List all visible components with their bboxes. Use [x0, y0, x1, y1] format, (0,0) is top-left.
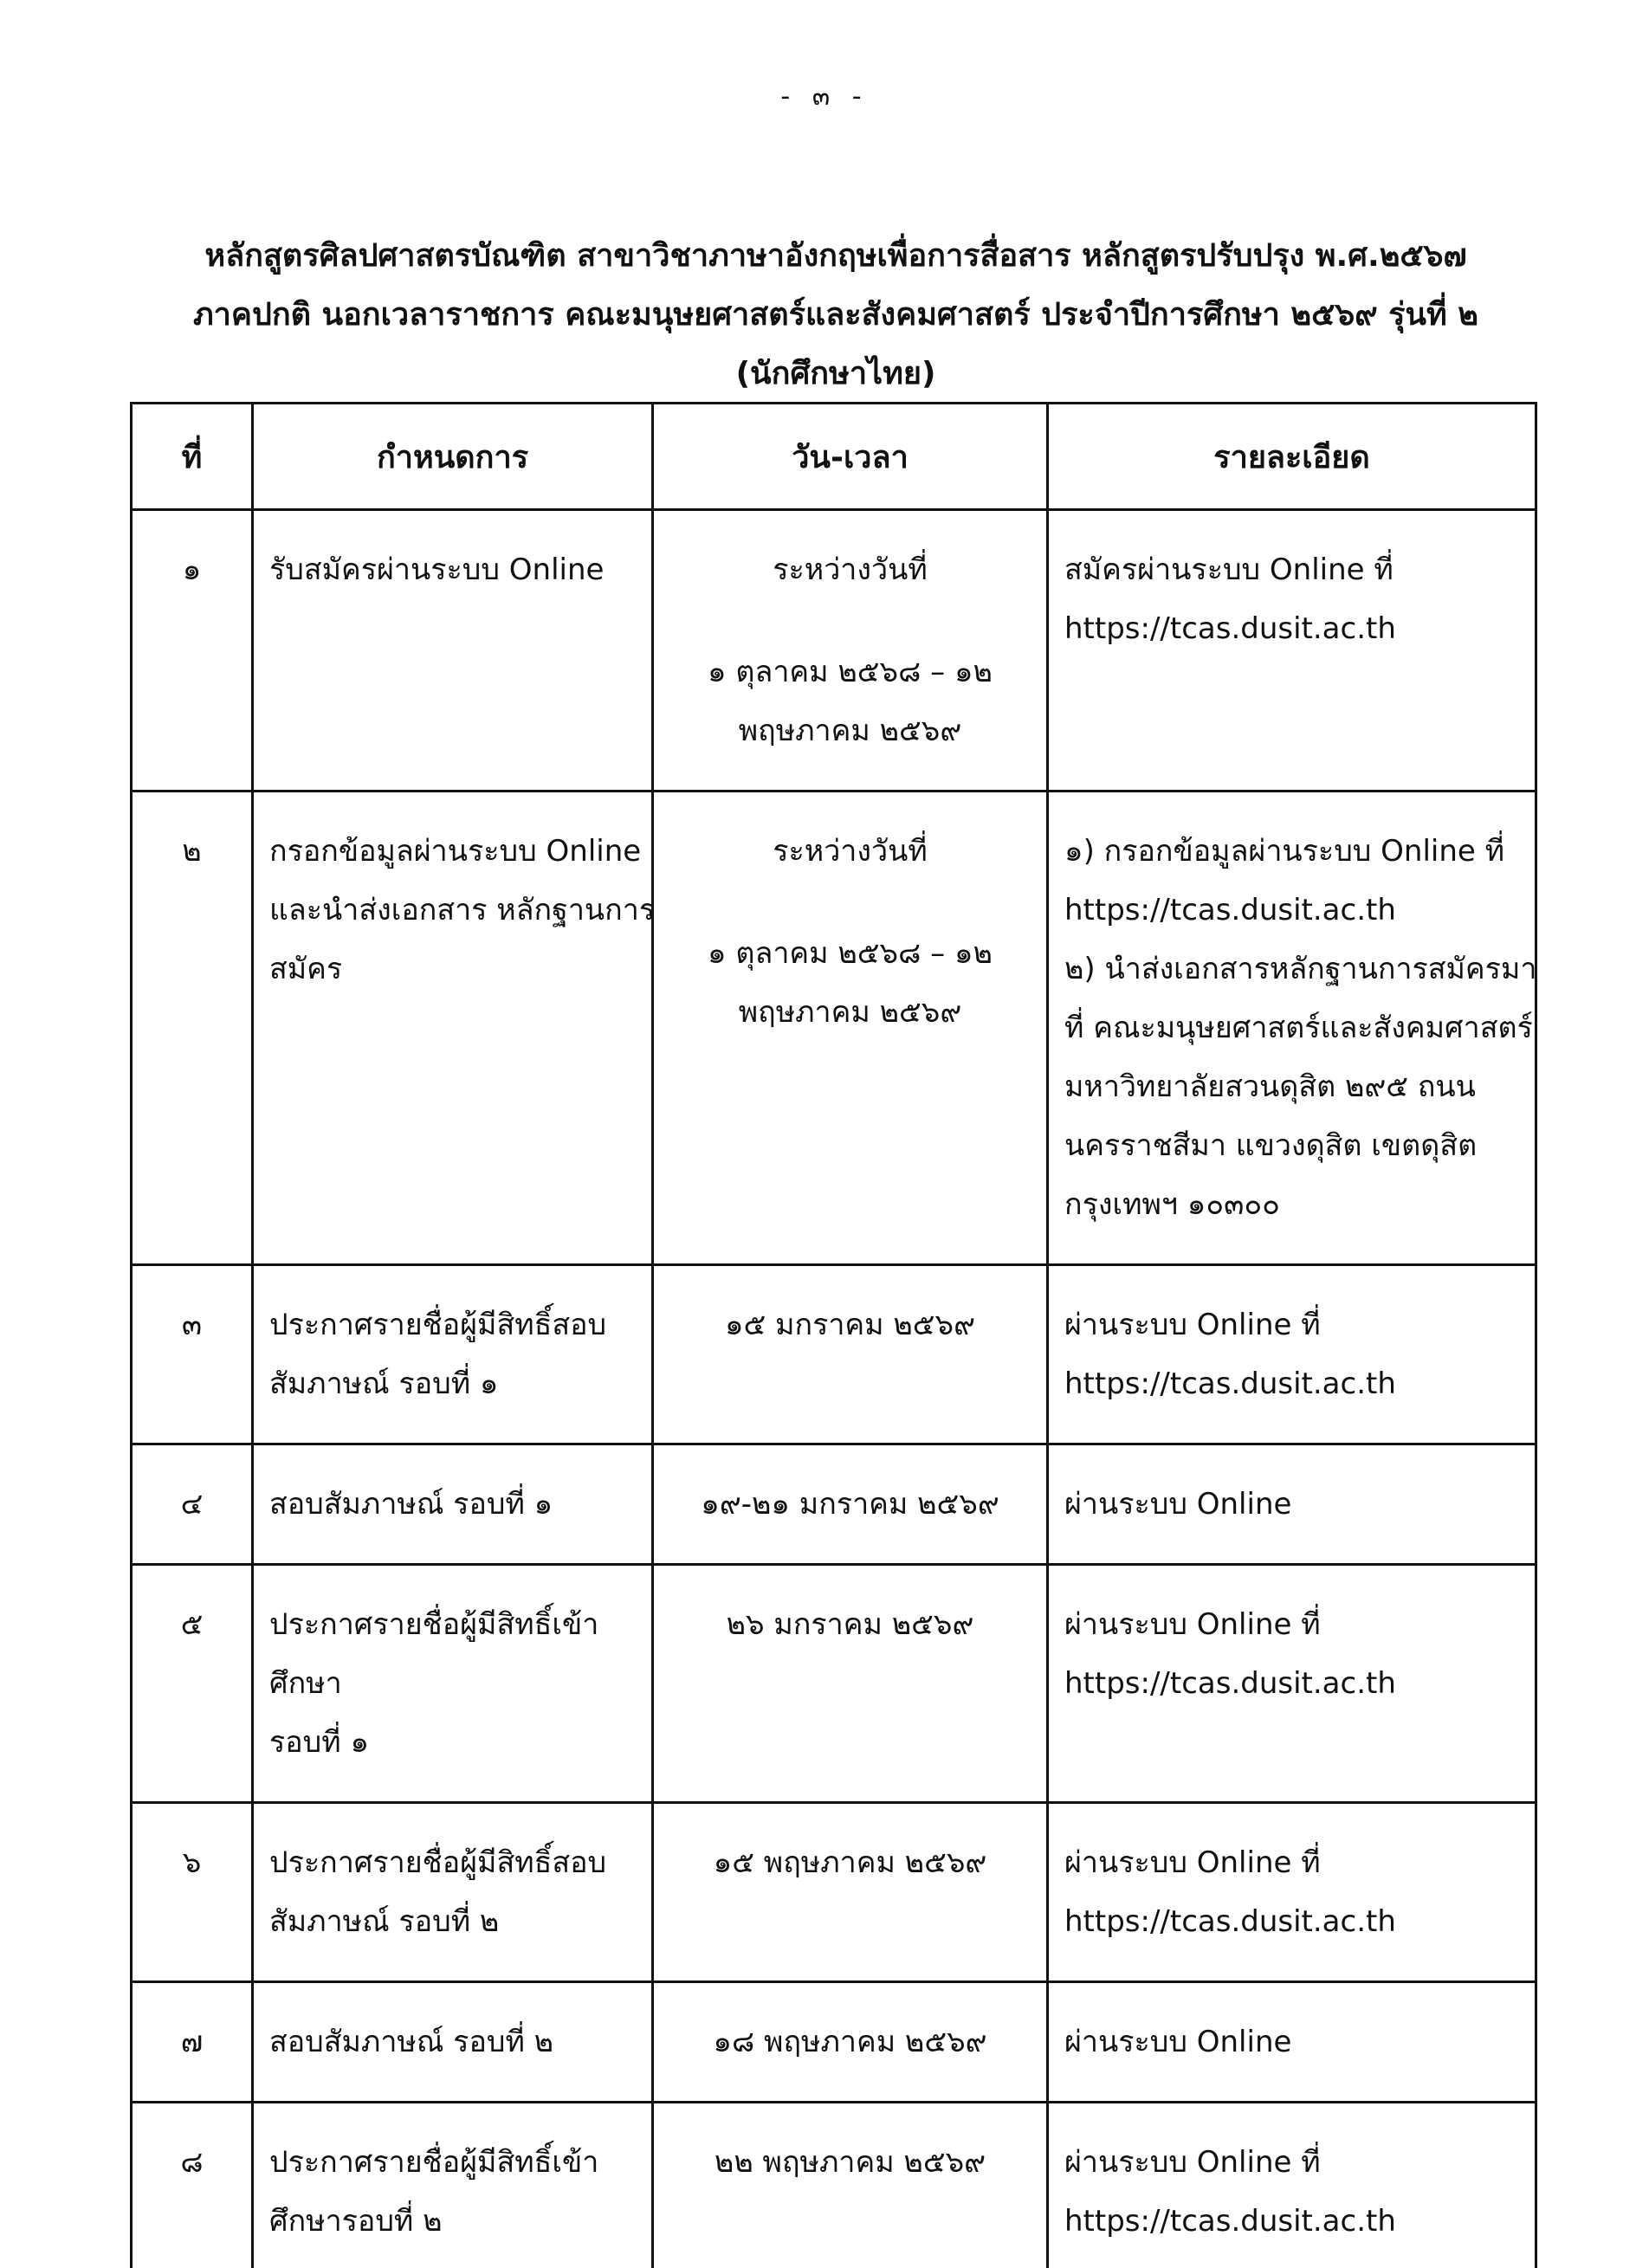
date-cell: [653, 792, 1048, 1265]
row-number: ๖: [132, 1803, 253, 1982]
date-text: พฤษภาคม ๒๕๖๙: [669, 983, 1031, 1042]
table-row: [132, 792, 1536, 1265]
row-number: ๓: [132, 1265, 253, 1444]
schedule-text: ศึกษารอบที่ ๒: [269, 2192, 636, 2251]
row-number: ๘: [132, 2103, 253, 2268]
title-line: หลักสูตรศิลปศาสตรบัณฑิต สาขาวิชาภาษาอังกฤษเพื่อการสื่อสาร หลักสูตรปรับปรุง พ.ศ.๒๕๖๗: [130, 227, 1542, 286]
row-number: ๑: [132, 510, 253, 792]
details-cell: [1048, 1803, 1536, 1982]
details-link[interactable]: https://tcas.dusit.ac.th: [1064, 599, 1519, 658]
details-text: สมัครผ่านระบบ Online ที่: [1064, 540, 1519, 599]
header-details: รายละเอียด: [1048, 404, 1536, 510]
date-text: พฤษภาคม ๒๕๖๙: [669, 701, 1031, 760]
schedule-text: ประกาศรายชื่อผู้มีสิทธิ์สอบ: [269, 1833, 636, 1892]
details-cell: [1048, 1265, 1536, 1444]
document-title: [130, 227, 1542, 404]
table-row: [132, 1803, 1536, 1982]
title-line: ภาคปกติ นอกเวลาราชการ คณะมนุษยศาสตร์และสังคมศาสตร์ ประจำปีการศึกษา ๒๕๖๙ รุ่นที่ ๒: [130, 286, 1542, 345]
table-row: [132, 1444, 1536, 1565]
date-cell: [653, 1982, 1048, 2103]
schedule-cell: [253, 792, 653, 1265]
schedule-text: สอบสัมภาษณ์ รอบที่ ๑: [269, 1475, 636, 1534]
details-text: มหาวิทยาลัยสวนดุสิต ๒๙๕ ถนน: [1064, 1057, 1519, 1116]
details-text: ผ่านระบบ Online: [1064, 2013, 1519, 2071]
header-row: [132, 404, 1536, 510]
header-date: วัน-เวลา: [653, 404, 1048, 510]
date-text: ๒๒ พฤษภาคม ๒๕๖๙: [669, 2133, 1031, 2192]
schedule-cell: [253, 1565, 653, 1803]
date-text: ๑ ตุลาคม ๒๕๖๘ – ๑๒: [669, 643, 1031, 701]
details-link[interactable]: https://tcas.dusit.ac.th: [1064, 1654, 1519, 1713]
date-cell: [653, 1803, 1048, 1982]
table-row: [132, 1265, 1536, 1444]
date-cell: [653, 510, 1048, 792]
date-text: ๑ ตุลาคม ๒๕๖๘ – ๑๒: [669, 924, 1031, 983]
schedule-text: รับสมัครผ่านระบบ Online: [269, 540, 636, 599]
details-text: ผ่านระบบ Online ที่: [1064, 1833, 1519, 1892]
details-cell: [1048, 1444, 1536, 1565]
page-number: - ๓ -: [0, 76, 1649, 117]
date-text: ๑๙-๒๑ มกราคม ๒๕๖๙: [669, 1475, 1031, 1534]
date-text: ๒๖ มกราคม ๒๕๖๙: [669, 1595, 1031, 1654]
details-link[interactable]: https://tcas.dusit.ac.th: [1064, 2192, 1519, 2251]
date-text: ๑๕ มกราคม ๒๕๖๙: [669, 1296, 1031, 1354]
details-text: ๑) กรอกข้อมูลผ่านระบบ Online ที่: [1064, 822, 1519, 881]
date-cell: [653, 1565, 1048, 1803]
schedule-cell: [253, 510, 653, 792]
details-text: ผ่านระบบ Online: [1064, 1475, 1519, 1534]
schedule-table: [130, 402, 1537, 2268]
schedule-text: สอบสัมภาษณ์ รอบที่ ๒: [269, 2013, 636, 2071]
schedule-text: ประกาศรายชื่อผู้มีสิทธิ์เข้า: [269, 2133, 636, 2192]
details-text: นครราชสีมา แขวงดุสิต เขตดุสิต: [1064, 1116, 1519, 1175]
details-link[interactable]: https://tcas.dusit.ac.th: [1064, 881, 1519, 940]
date-cell: [653, 2103, 1048, 2268]
details-link[interactable]: https://tcas.dusit.ac.th: [1064, 1892, 1519, 1951]
details-cell: [1048, 1565, 1536, 1803]
schedule-text: ประกาศรายชื่อผู้มีสิทธิ์เข้า: [269, 1595, 636, 1654]
date-text: ๑๘ พฤษภาคม ๒๕๖๙: [669, 2013, 1031, 2071]
header-no: ที่: [132, 404, 253, 510]
row-number: ๔: [132, 1444, 253, 1565]
details-text: ผ่านระบบ Online ที่: [1064, 1296, 1519, 1354]
row-number: ๕: [132, 1565, 253, 1803]
row-number: ๒: [132, 792, 253, 1265]
date-label: ระหว่างวันที่: [669, 540, 1031, 599]
details-cell: [1048, 792, 1536, 1265]
header-schedule: กำหนดการ: [253, 404, 653, 510]
schedule-text: และนำส่งเอกสาร หลักฐานการ: [269, 881, 636, 940]
schedule-text: สัมภาษณ์ รอบที่ ๑: [269, 1354, 636, 1413]
schedule-text: รอบที่ ๑: [269, 1713, 636, 1772]
details-text: ที่ คณะมนุษยศาสตร์และสังคมศาสตร์: [1064, 998, 1519, 1057]
details-text: กรุงเทพฯ ๑๐๓๐๐: [1064, 1175, 1519, 1234]
schedule-cell: [253, 1265, 653, 1444]
schedule-text: สมัคร: [269, 940, 636, 998]
table-row: [132, 2103, 1536, 2268]
schedule-cell: [253, 2103, 653, 2268]
schedule-cell: [253, 1803, 653, 1982]
date-cell: [653, 1265, 1048, 1444]
schedule-text: ศึกษา: [269, 1654, 636, 1713]
schedule-cell: [253, 1444, 653, 1565]
schedule-text: กรอกข้อมูลผ่านระบบ Online: [269, 822, 636, 881]
details-cell: [1048, 1982, 1536, 2103]
date-cell: [653, 1444, 1048, 1565]
row-number: ๗: [132, 1982, 253, 2103]
table-row: [132, 1982, 1536, 2103]
date-text: ๑๕ พฤษภาคม ๒๕๖๙: [669, 1833, 1031, 1892]
schedule-text: ประกาศรายชื่อผู้มีสิทธิ์สอบ: [269, 1296, 636, 1354]
details-text: ผ่านระบบ Online ที่: [1064, 2133, 1519, 2192]
table-row: [132, 510, 1536, 792]
date-label: ระหว่างวันที่: [669, 822, 1031, 881]
details-text: ๒) นำส่งเอกสารหลักฐานการสมัครมา: [1064, 940, 1519, 998]
details-cell: [1048, 2103, 1536, 2268]
schedule-text: สัมภาษณ์ รอบที่ ๒: [269, 1892, 636, 1951]
schedule-cell: [253, 1982, 653, 2103]
details-text: ผ่านระบบ Online ที่: [1064, 1595, 1519, 1654]
table-row: [132, 1565, 1536, 1803]
details-cell: [1048, 510, 1536, 792]
details-link[interactable]: https://tcas.dusit.ac.th: [1064, 1354, 1519, 1413]
title-line: (นักศึกษาไทย): [130, 345, 1542, 404]
